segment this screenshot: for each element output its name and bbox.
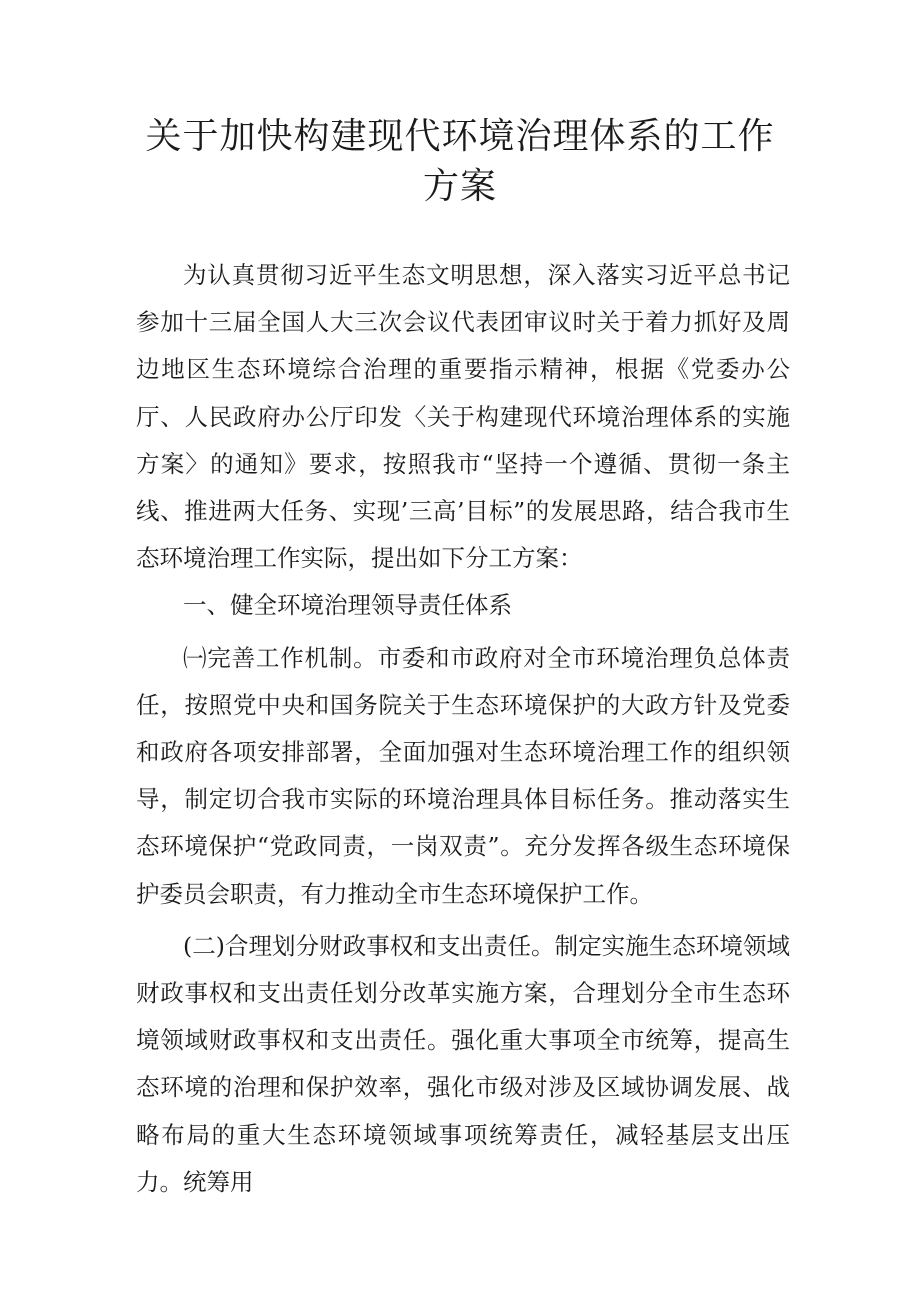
item-paragraph-1: ㈠完善工作机制。市委和市政府对全市环境治理负总体责任，按照党中央和国务院关于生态环境保护的大政方针及党委和政府各项安排部署，全面加强对生态环境治理工作的组织领导，制定切合我市实际的环境治理具体目标任务。推动落实生态环境保护“党政同责，一岗双责”。充分发挥各级生态环境保护委员会职责，有力推动全市生态环境保护工作。 [136, 643, 790, 908]
document-title: 关于加快构建现代环境治理体系的工作方案 [145, 116, 775, 207]
intro-paragraph: 为认真贯彻习近平生态文明思想，深入落实习近平总书记参加十三届全国人大三次会议代表团审议时关于着力抓好及周边地区生态环境综合治理的重要指示精神，根据《党委办公厅、人民政府办公厅印发〈关于构建现代环境治理体系的实施方案〉的通知》要求，按照我市“坚持一个遵循、贯彻一条主线、推进两大任务、实现’三高’目标”的发展思路，结合我市生态环境治理工作实际，提出如下分工方案： [136, 261, 790, 573]
item-paragraph-2: (二)合理划分财政事权和支出责任。制定实施生态环境领域财政事权和支出责任划分改革实施方案，合理划分全市生态环境领域财政事权和支出责任。强化重大事项全市统筹，提高生态环境的治理和保护效率，强化市级对涉及区域协调发展、战略布局的重大生态环境领域事项统筹责任，减轻基层支出压力。统筹用 [136, 931, 790, 1196]
document-body [136, 252, 790, 1206]
section-heading-1: 一、健全环境治理领导责任体系 [183, 591, 512, 620]
